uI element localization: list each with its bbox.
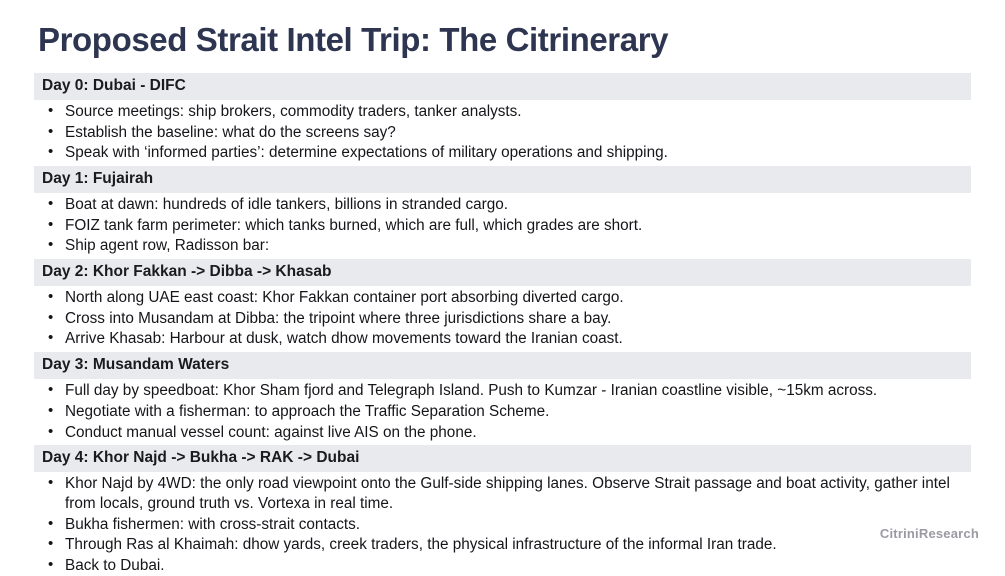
list-item: • Through Ras al Khaimah: dhow yards, creek traders, the physical infrastructure of the informal Iran trade. [34, 535, 971, 555]
day-header-0: Day 0: Dubai - DIFC [34, 73, 971, 100]
day-header-2: Day 2: Khor Fakkan -> Dibba -> Khasab [34, 259, 971, 286]
day-section-4 [34, 445, 971, 576]
day-header-4: Day 4: Khor Najd -> Bukha -> RAK -> Dubai [34, 445, 971, 472]
list-item: • Establish the baseline: what do the screens say? [34, 123, 971, 143]
list-item: • Boat at dawn: hundreds of idle tankers, billions in stranded cargo. [34, 195, 971, 215]
bullet-list-2 [34, 288, 971, 349]
list-item: • Back to Dubai. [34, 556, 971, 576]
list-item: • Cross into Musandam at Dibba: the tripoint where three jurisdictions share a bay. [34, 309, 971, 329]
list-item: • North along UAE east coast: Khor Fakkan container port absorbing diverted cargo. [34, 288, 971, 308]
bullet-list-1 [34, 195, 971, 256]
list-item: • Speak with ‘informed parties’: determine expectations of military operations and shipping. [34, 143, 971, 163]
day-section-2 [34, 259, 971, 349]
list-item: • Conduct manual vessel count: against live AIS on the phone. [34, 423, 971, 443]
bullet-list-0 [34, 102, 971, 163]
list-item: • Bukha fishermen: with cross-strait contacts. [34, 515, 971, 535]
day-header-1: Day 1: Fujairah [34, 166, 971, 193]
bullet-list-3 [34, 381, 971, 442]
list-item: • Arrive Khasab: Harbour at dusk, watch dhow movements toward the Iranian coast. [34, 329, 971, 349]
day-section-0 [34, 73, 971, 163]
day-header-3: Day 3: Musandam Waters [34, 352, 971, 379]
page-title: Proposed Strait Intel Trip: The Citrinerary [38, 21, 669, 58]
footer-brand: CitriniResearch [879, 526, 979, 541]
day-section-1 [34, 166, 971, 256]
list-item: • Source meetings: ship brokers, commodity traders, tanker analysts. [34, 102, 971, 122]
list-item: • FOIZ tank farm perimeter: which tanks burned, which are full, which grades are short. [34, 216, 971, 236]
bullet-list-4 [34, 474, 971, 576]
list-item: • Khor Najd by 4WD: the only road viewpoint onto the Gulf-side shipping lanes. Observe Strait passage and boat activity, gather intel from locals, ground truth vs. Vortexa in real time. [34, 474, 971, 513]
list-item: • Ship agent row, Radisson bar: [34, 236, 971, 256]
list-item: • Full day by speedboat: Khor Sham fjord and Telegraph Island. Push to Kumzar - Iranian coastline visible, ~15km across. [34, 381, 971, 401]
day-section-3 [34, 352, 971, 442]
list-item: • Negotiate with a fisherman: to approach the Traffic Separation Scheme. [34, 402, 971, 422]
